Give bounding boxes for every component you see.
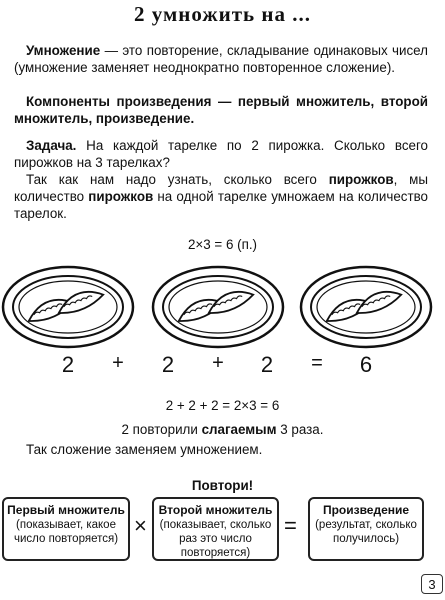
second-factor-box — [152, 497, 279, 561]
explanation-paragraph — [14, 171, 428, 222]
equals-sign: = — [284, 513, 297, 538]
explanation-part: на одной тарелке умножаем на количество тарелок. — [14, 189, 429, 221]
sum-term: 2 — [61, 352, 75, 377]
second-factor-title: Второй множитель — [158, 503, 273, 517]
product-title: Произведение — [322, 503, 410, 517]
plate — [3, 267, 133, 347]
addend-text: 2 повторили — [121, 422, 202, 437]
first-factor-desc: (показывает, какое число повторяется) — [13, 519, 119, 545]
equals-sign: = — [311, 352, 323, 374]
multiplication-equation: 2×3 = 6 (п.) — [187, 237, 258, 252]
explanation-part: Так как нам надо узнать, сколько всего — [26, 172, 329, 187]
addend-text: 3 раза. — [276, 422, 324, 437]
task-text: На каждой тарелке по 2 пирожка. Сколько всего пирожков на 3 тарелках? — [14, 138, 428, 170]
plates-illustration — [0, 262, 445, 352]
sum-equation: 2 + 2 + 2 = 2×3 = 6 — [165, 398, 280, 413]
plus-sign: + — [112, 352, 124, 374]
multiply-sign: × — [134, 513, 147, 538]
addition-row — [0, 352, 445, 380]
repeat-title: Повтори! — [191, 478, 254, 493]
sum-term: 2 — [260, 352, 274, 377]
explanation-part: , мы количество — [14, 172, 428, 204]
replace-note: Так сложение заменяем умножением. — [26, 442, 263, 457]
product-desc: (результат, сколько получилось) — [315, 519, 417, 545]
components-paragraph: Компоненты произведения — первый множитель, второй множитель, произведение. — [14, 94, 428, 126]
plus-sign: + — [212, 352, 224, 374]
plate — [301, 267, 431, 347]
first-factor-title: Первый множитель — [7, 503, 125, 517]
addend-note — [0, 421, 445, 438]
page-title: 2 умножить на ... — [134, 2, 311, 26]
definition-term: Умножение — [26, 43, 101, 58]
sum-result: 6 — [359, 352, 373, 377]
product-box — [308, 497, 424, 561]
explanation-keyword: пирожков — [88, 189, 154, 204]
definition-text: — это повторение, складывание одинаковых чисел (умножение заменяет неоднократно повторенное сложение). — [14, 43, 428, 75]
explanation-keyword: пирожков — [328, 172, 394, 187]
task-paragraph — [14, 137, 428, 171]
first-factor-box — [2, 497, 130, 561]
addend-keyword: слагаемым — [201, 422, 277, 437]
sum-term: 2 — [161, 352, 175, 377]
page-number: 3 — [421, 574, 443, 594]
second-factor-desc: (показывает, сколько раз это число повторяется) — [159, 519, 272, 559]
definition-paragraph — [14, 42, 428, 76]
task-label: Задача. — [26, 138, 77, 153]
plate — [153, 267, 283, 347]
